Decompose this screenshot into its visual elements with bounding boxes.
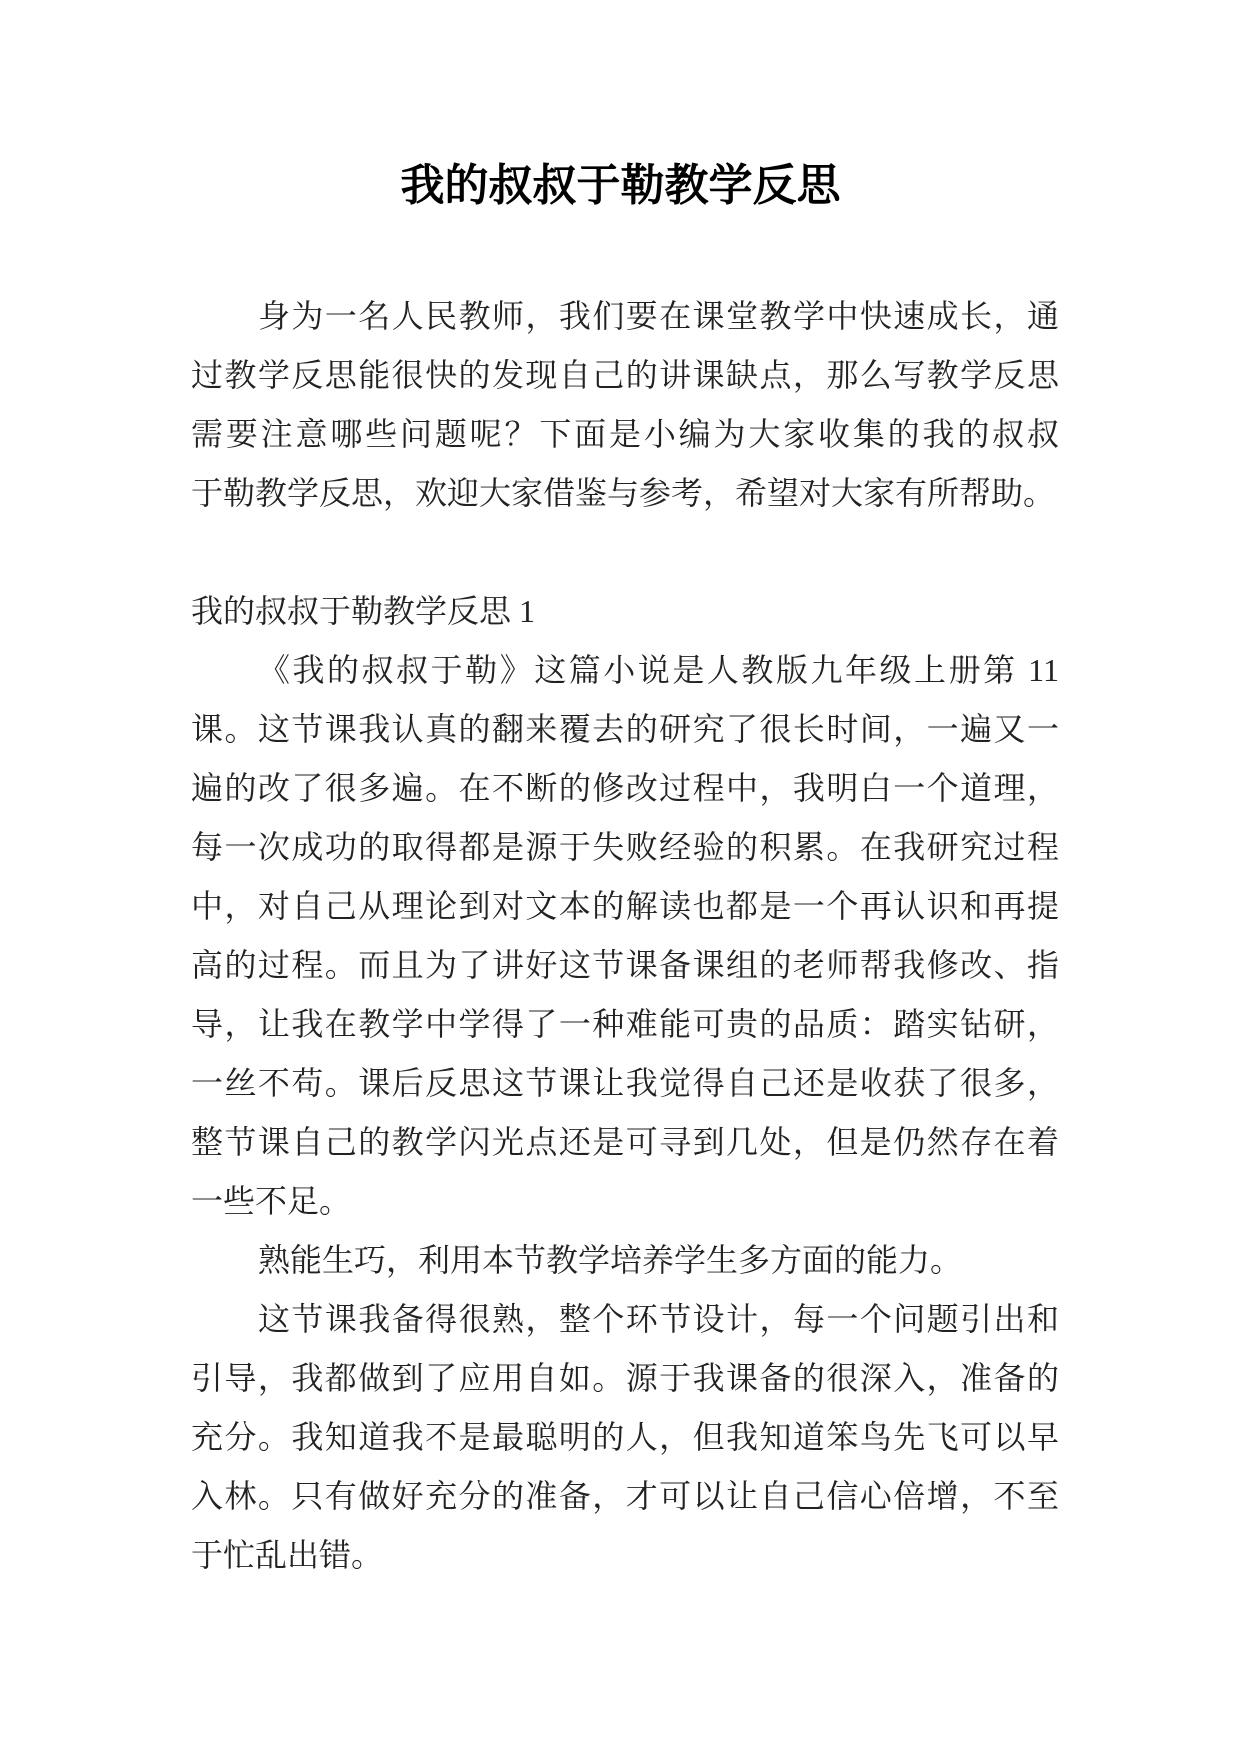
paragraph-line: 这节课我备得很熟，整个环节设计，每一个问题引出和 bbox=[258, 1301, 1059, 1337]
section-paragraph bbox=[191, 641, 1059, 1231]
section bbox=[191, 582, 1059, 1585]
paragraph-line: 高的过程。而且为了讲好这节课备课组的老师帮我修改、指 bbox=[191, 947, 1059, 983]
paragraph-line: 充分。我知道我不是最聪明的人，但我知道笨鸟先飞可以早 bbox=[191, 1419, 1059, 1455]
paragraph-line: 中，对自己从理论到对文本的解读也都是一个再认识和再提 bbox=[191, 888, 1059, 924]
paragraph-line: 熟能生巧，利用本节教学培养学生多方面的能力。 bbox=[258, 1242, 963, 1278]
paragraph-line: 入林。只有做好充分的准备，才可以让自己信心倍增，不至 bbox=[191, 1478, 1059, 1514]
paragraph-line: 每一次成功的取得都是源于失败经验的积累。在我研究过程 bbox=[191, 829, 1059, 865]
section-paragraph bbox=[191, 1290, 1059, 1585]
section-heading: 我的叔叔于勒教学反思 1 bbox=[191, 593, 536, 629]
paragraph-line: 于勒教学反思，欢迎大家借鉴与参考，希望对大家有所帮助。 bbox=[191, 475, 1056, 511]
document-body bbox=[191, 287, 1059, 1585]
paragraph-line: 课。这节课我认真的翻来覆去的研究了很长时间，一遍又一 bbox=[191, 711, 1059, 747]
paragraph-line: 一丝不苟。课后反思这节课让我觉得自己还是收获了很多， bbox=[191, 1065, 1059, 1101]
paragraph-line: 过教学反思能很快的发现自己的讲课缺点，那么写教学反思 bbox=[191, 357, 1059, 393]
paragraph-line: 导，让我在教学中学得了一种难能可贵的品质：踏实钻研， bbox=[191, 1006, 1059, 1042]
paragraph-line: 整节课自己的教学闪光点还是可寻到几处，但是仍然存在着 bbox=[191, 1124, 1059, 1160]
paragraph-line: 《我的叔叔于勒》这篇小说是人教版九年级上册第 11 bbox=[258, 652, 1059, 688]
document-title: 我的叔叔于勒教学反思 bbox=[400, 160, 841, 211]
intro-paragraph bbox=[191, 287, 1059, 523]
paragraph-line: 身为一名人民教师，我们要在课堂教学中快速成长，通 bbox=[258, 298, 1059, 334]
section-paragraph bbox=[191, 1231, 1059, 1290]
paragraph-spacer bbox=[191, 523, 1059, 582]
paragraph-line: 一些不足。 bbox=[191, 1183, 352, 1219]
paragraph-line: 引导，我都做到了应用自如。源于我课备的很深入，准备的 bbox=[191, 1360, 1059, 1396]
paragraph-line: 遍的改了很多遍。在不断的修改过程中，我明白一个道理， bbox=[191, 770, 1059, 806]
paragraph-line: 于忙乱出错。 bbox=[191, 1537, 384, 1573]
paragraph-line: 需要注意哪些问题呢？下面是小编为大家收集的我的叔叔 bbox=[191, 416, 1059, 452]
